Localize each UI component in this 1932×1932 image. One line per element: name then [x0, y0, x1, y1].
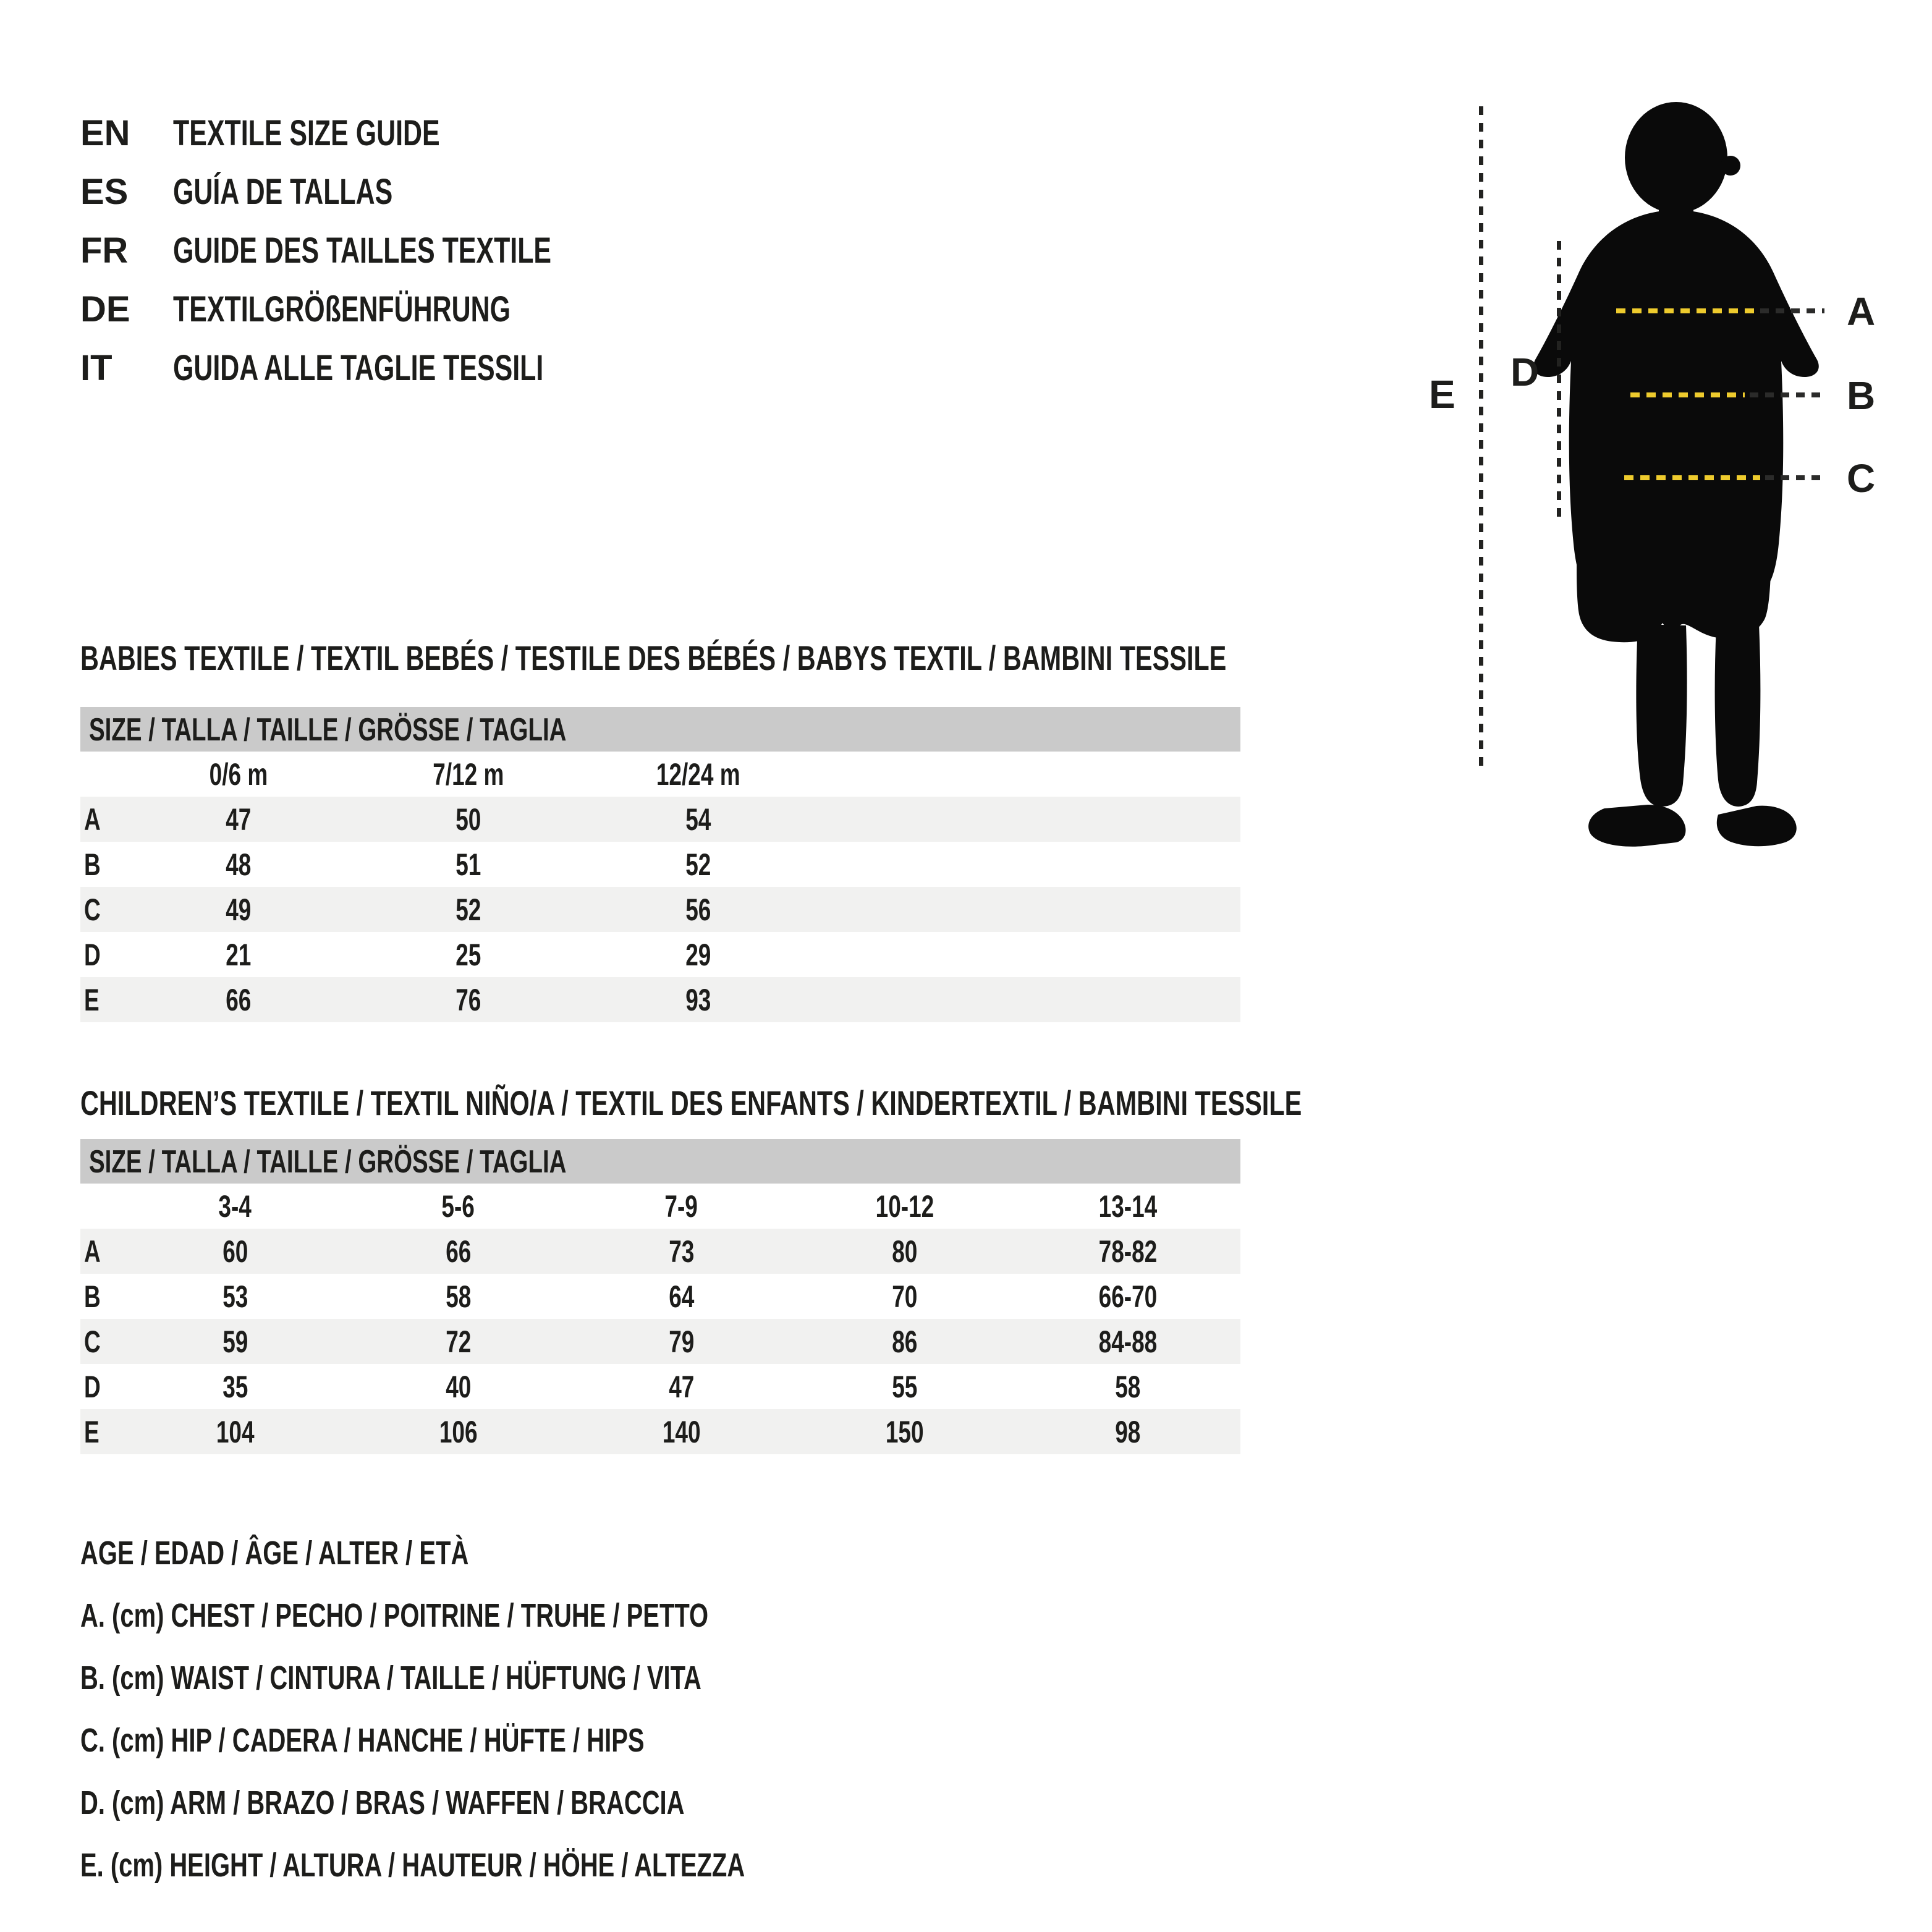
- babies-heading-text: BABIES TEXTILE / TEXTIL BEBÉS / TESTILE DES BÉBÉS / BABYS TEXTIL / BAMBINI TESSILE: [80, 638, 1227, 677]
- children-section-heading: [80, 1083, 1731, 1124]
- table-row: [80, 932, 1240, 977]
- table-cell: 58: [1114, 1369, 1141, 1404]
- children-size-header-bar: [80, 1139, 1240, 1184]
- table-cell: 52: [455, 892, 481, 927]
- row-label: C: [84, 1324, 101, 1359]
- row-label: E: [84, 1414, 100, 1449]
- table-row: [80, 887, 1240, 932]
- babies-section-heading: [80, 638, 1629, 679]
- table-cell: 98: [1114, 1414, 1141, 1449]
- table-cell: 54: [685, 802, 711, 837]
- column-header: 3-4: [218, 1188, 252, 1224]
- legend-line-waist: B. (cm) WAIST / CINTURA / TAILLE / HÜFTUNG / VITA: [80, 1659, 701, 1697]
- row-label: B: [84, 847, 101, 882]
- language-row-es: [80, 163, 684, 221]
- table-row: [80, 1409, 1240, 1454]
- column-header: 0/6 m: [209, 756, 268, 792]
- language-code: EN: [80, 113, 130, 153]
- table-cell: 52: [685, 847, 711, 882]
- waist-measure-dash-yellow: [1630, 392, 1745, 397]
- legend-line-age: AGE / EDAD / ÂGE / ALTER / ETÀ: [80, 1534, 469, 1572]
- silhouette-right-shoe: [1717, 806, 1797, 847]
- silhouette-left-leg: [1636, 624, 1687, 807]
- language-code: DE: [80, 289, 130, 329]
- table-cell: 73: [668, 1234, 695, 1269]
- hip-measure-dash-yellow: [1624, 475, 1760, 480]
- diagram-label-d: D: [1510, 350, 1540, 394]
- arm-measure-line-d: [1557, 241, 1561, 522]
- children-heading-text: CHILDREN’S TEXTILE / TEXTIL NIÑO/A / TEXTIL DES ENFANTS / KINDERTEXTIL / BAMBINI TESSILE: [80, 1083, 1302, 1122]
- table-cell: 79: [668, 1324, 695, 1359]
- table-cell: 76: [455, 982, 481, 1017]
- row-label: D: [84, 937, 101, 972]
- table-cell: 47: [668, 1369, 695, 1404]
- language-row-it: [80, 339, 684, 397]
- children-column-headers: [80, 1184, 1240, 1229]
- table-cell: 104: [216, 1414, 255, 1449]
- table-cell: 51: [455, 847, 481, 882]
- table-cell: 150: [885, 1414, 924, 1449]
- chest-measure-dash-dark: [1760, 308, 1824, 313]
- legend-line-arm: D. (cm) ARM / BRAZO / BRAS / WAFFEN / BRACCIA: [80, 1784, 685, 1821]
- babies-column-headers: [80, 752, 1240, 797]
- row-label: B: [84, 1279, 101, 1314]
- diagram-label-c: C: [1847, 456, 1876, 501]
- language-code: ES: [80, 172, 129, 212]
- language-title: TEXTILGRÖßENFÜHRUNG: [173, 289, 511, 329]
- waist-measure-dash-dark: [1750, 392, 1824, 397]
- table-cell: 56: [685, 892, 711, 927]
- language-code: FR: [80, 231, 129, 271]
- row-label: A: [84, 802, 101, 837]
- silhouette-left-shoe: [1588, 805, 1685, 847]
- column-header: 10-12: [875, 1188, 934, 1224]
- language-header: [80, 104, 684, 397]
- table-row: [80, 797, 1240, 842]
- table-cell: 106: [439, 1414, 478, 1449]
- table-cell: 25: [455, 937, 481, 972]
- hip-measure-dash-dark: [1765, 475, 1824, 480]
- table-row: [80, 842, 1240, 887]
- silhouette-right-leg: [1715, 624, 1761, 807]
- size-header-text: SIZE / TALLA / TAILLE / GRÖSSE / TAGLIA: [89, 712, 567, 748]
- legend-line-hip: C. (cm) HIP / CADERA / HANCHE / HÜFTE / HIPS: [80, 1721, 645, 1759]
- table-cell: 86: [891, 1324, 918, 1359]
- language-title: GUIDE DES TAILLES TEXTILE: [173, 231, 552, 271]
- table-cell: 29: [685, 937, 711, 972]
- table-cell: 84-88: [1098, 1324, 1157, 1359]
- column-header: 7-9: [664, 1188, 698, 1224]
- language-title: GUIDA ALLE TAGLIE TESSILI: [173, 348, 544, 388]
- table-row: [80, 1274, 1240, 1319]
- table-cell: 66: [226, 982, 252, 1017]
- row-label: C: [84, 892, 101, 927]
- table-cell: 48: [226, 847, 252, 882]
- table-cell: 72: [445, 1324, 472, 1359]
- measurement-legend: [80, 1522, 978, 1896]
- table-row: [80, 1364, 1240, 1409]
- table-cell: 47: [226, 802, 252, 837]
- diagram-label-e: E: [1429, 372, 1455, 417]
- column-header: 13-14: [1098, 1188, 1157, 1224]
- language-row-de: [80, 280, 684, 339]
- table-cell: 55: [891, 1369, 918, 1404]
- chest-measure-dash-yellow: [1616, 308, 1755, 313]
- table-cell: 59: [222, 1324, 248, 1359]
- table-cell: 53: [222, 1279, 248, 1314]
- column-header: 7/12 m: [433, 756, 504, 792]
- silhouette-ear: [1721, 156, 1740, 176]
- table-cell: 66-70: [1098, 1279, 1157, 1314]
- babies-size-table: [80, 707, 1240, 1022]
- table-cell: 80: [891, 1234, 918, 1269]
- row-label: A: [84, 1234, 101, 1269]
- column-header: 12/24 m: [656, 756, 740, 792]
- table-cell: 78-82: [1098, 1234, 1157, 1269]
- table-cell: 49: [226, 892, 252, 927]
- row-label: E: [84, 982, 100, 1017]
- table-cell: 70: [891, 1279, 918, 1314]
- table-cell: 64: [668, 1279, 695, 1314]
- legend-line-chest: A. (cm) CHEST / PECHO / POITRINE / TRUHE / PETTO: [80, 1596, 709, 1634]
- language-code: IT: [80, 348, 112, 388]
- table-cell: 66: [445, 1234, 472, 1269]
- babies-size-header-bar: [80, 707, 1240, 752]
- legend-line-height: E. (cm) HEIGHT / ALTURA / HAUTEUR / HÖHE / ALTEZZA: [80, 1846, 745, 1884]
- children-size-table: [80, 1139, 1240, 1454]
- language-row-fr: [80, 221, 684, 280]
- language-row-en: [80, 104, 684, 163]
- diagram-label-b: B: [1847, 373, 1876, 418]
- table-cell: 60: [222, 1234, 248, 1269]
- table-cell: 40: [445, 1369, 472, 1404]
- column-header: 5-6: [441, 1188, 475, 1224]
- table-cell: 35: [222, 1369, 248, 1404]
- table-row: [80, 977, 1240, 1022]
- language-title: GUÍA DE TALLAS: [173, 172, 393, 212]
- child-silhouette: [1533, 102, 1819, 847]
- row-label: D: [84, 1369, 101, 1404]
- table-cell: 140: [662, 1414, 701, 1449]
- silhouette-shorts: [1577, 476, 1771, 642]
- table-row: [80, 1319, 1240, 1364]
- language-title: TEXTILE SIZE GUIDE: [173, 113, 440, 153]
- table-cell: 21: [226, 937, 252, 972]
- diagram-label-a: A: [1847, 289, 1876, 334]
- table-cell: 50: [455, 802, 481, 837]
- table-cell: 93: [685, 982, 711, 1017]
- size-header-text: SIZE / TALLA / TAILLE / GRÖSSE / TAGLIA: [89, 1144, 567, 1180]
- table-row: [80, 1229, 1240, 1274]
- table-cell: 58: [445, 1279, 472, 1314]
